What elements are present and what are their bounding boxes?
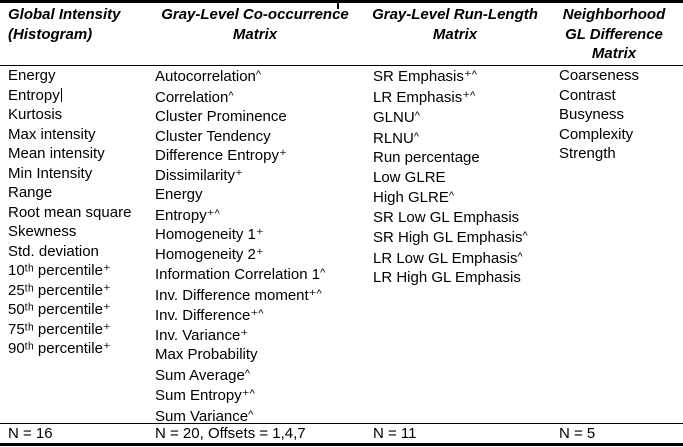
- feature-item: SR Emphasis⁺^: [373, 68, 477, 85]
- caret-superscript: ^: [522, 230, 528, 242]
- caret-superscript: ^: [413, 130, 420, 143]
- feature-item: High GLRE^: [373, 189, 455, 206]
- feature-item: Autocorrelation^: [155, 68, 262, 85]
- count-row: [0, 425, 683, 443]
- feature-item: Information Correlation 1^: [155, 266, 326, 283]
- caret-superscript: ^: [471, 69, 477, 81]
- column-header-line: GL Difference: [565, 25, 663, 43]
- feature-item: Inv. Difference moment⁺^: [155, 286, 322, 304]
- column-items: [0, 66, 145, 359]
- caret-superscript: ^: [255, 69, 262, 81]
- column-count: N = 16: [8, 425, 53, 442]
- column-header-line: (Histogram): [8, 25, 93, 43]
- column-items: [145, 66, 365, 426]
- feature-item: RLNU^: [373, 129, 420, 147]
- caret-superscript: ^: [414, 110, 420, 122]
- caret-superscript: ^: [214, 207, 220, 220]
- feature-item: 75ᵗʰ percentile⁺: [8, 320, 111, 338]
- feature-item: Skewness: [8, 223, 77, 240]
- feature-item: Sum Variance^: [155, 407, 254, 425]
- text-cursor: [61, 88, 62, 102]
- feature-item: Sum Entropy⁺^: [155, 387, 255, 404]
- feature-item: Complexity: [559, 125, 634, 143]
- column-count: N = 11: [373, 425, 417, 442]
- table-border-bottom: [0, 443, 683, 446]
- column-header-line: Neighborhood: [562, 6, 666, 23]
- feature-item: Inv. Variance⁺: [155, 326, 249, 344]
- column-items: [545, 66, 683, 164]
- feature-item: Entropy⁺^: [155, 206, 220, 224]
- caret-superscript: ^: [316, 287, 322, 300]
- caret-superscript: ^: [249, 388, 255, 400]
- caret-superscript: ^: [258, 308, 264, 320]
- feature-item: Sum Average^: [155, 366, 250, 384]
- caret-superscript: ^: [228, 89, 234, 102]
- feature-item: Homogeneity 2⁺: [155, 245, 264, 263]
- column-count: N = 5: [559, 425, 596, 442]
- feature-item: LR Emphasis⁺^: [373, 88, 476, 106]
- feature-item: 25ᵗʰ percentile⁺: [8, 281, 111, 299]
- feature-item: LR High GL Emphasis: [373, 269, 521, 286]
- feature-item: Inv. Difference⁺^: [155, 307, 264, 324]
- feature-item: Cluster Prominence: [155, 108, 287, 125]
- column-header-line: Matrix: [232, 25, 278, 43]
- feature-item: 10ᵗʰ percentile⁺: [8, 262, 111, 279]
- column-header-line: Gray-Level Co-occurrence: [161, 6, 349, 23]
- column-header: [145, 5, 365, 44]
- table-border-top: [0, 0, 683, 3]
- feature-item: SR High GL Emphasis^: [373, 229, 528, 246]
- caret-superscript: ^: [448, 190, 455, 202]
- feature-item: Kurtosis: [8, 106, 63, 123]
- feature-item: Mean intensity: [8, 145, 105, 162]
- column-header: [0, 5, 145, 44]
- feature-item: Entropy: [8, 86, 60, 104]
- feature-item: GLNU^: [373, 109, 420, 126]
- feature-item: Difference Entropy⁺: [155, 147, 287, 164]
- feature-item: Coarseness: [559, 67, 640, 84]
- feature-item: Range: [8, 184, 53, 201]
- feature-item: Energy: [8, 67, 56, 84]
- feature-item: Energy: [155, 186, 203, 203]
- feature-item: Cluster Tendency: [155, 127, 271, 145]
- feature-item: SR Low GL Emphasis: [373, 208, 520, 226]
- feature-item: Dissimilarity⁺: [155, 166, 243, 184]
- column-header: [545, 5, 683, 64]
- column-header: [365, 5, 545, 44]
- column-count: N = 20, Offsets = 1,4,7: [155, 425, 306, 442]
- caret-superscript: ^: [244, 367, 250, 380]
- feature-item: Strength: [559, 145, 616, 162]
- feature-item: Homogeneity 1⁺: [155, 226, 264, 243]
- column-header-line: Gray-Level Run-Length: [372, 6, 538, 23]
- feature-item: Max intensity: [8, 125, 96, 143]
- feature-item: 90ᵗʰ percentile⁺: [8, 340, 111, 357]
- feature-item: Busyness: [559, 106, 625, 123]
- feature-item: Correlation^: [155, 88, 234, 106]
- caret-superscript: ^: [470, 89, 476, 102]
- feature-item: Max Probability: [155, 346, 258, 363]
- feature-item: LR Low GL Emphasis^: [373, 249, 523, 267]
- column-items: [365, 66, 545, 288]
- feature-item: Run percentage: [373, 149, 480, 166]
- feature-item: 50ᵗʰ percentile⁺: [8, 301, 111, 318]
- feature-item: Min Intensity: [8, 164, 93, 182]
- feature-item: Low GLRE: [373, 168, 446, 186]
- caret-superscript: ^: [517, 250, 523, 263]
- column-header-line: Global Intensity: [8, 6, 121, 23]
- feature-item: Contrast: [559, 86, 616, 104]
- feature-item: Root mean square: [8, 203, 132, 221]
- feature-item: Std. deviation: [8, 242, 99, 260]
- column-header-line: Matrix: [432, 25, 478, 43]
- column-header-line: Matrix: [591, 45, 637, 62]
- caret-superscript: ^: [248, 408, 254, 421]
- caret-superscript: ^: [320, 267, 326, 279]
